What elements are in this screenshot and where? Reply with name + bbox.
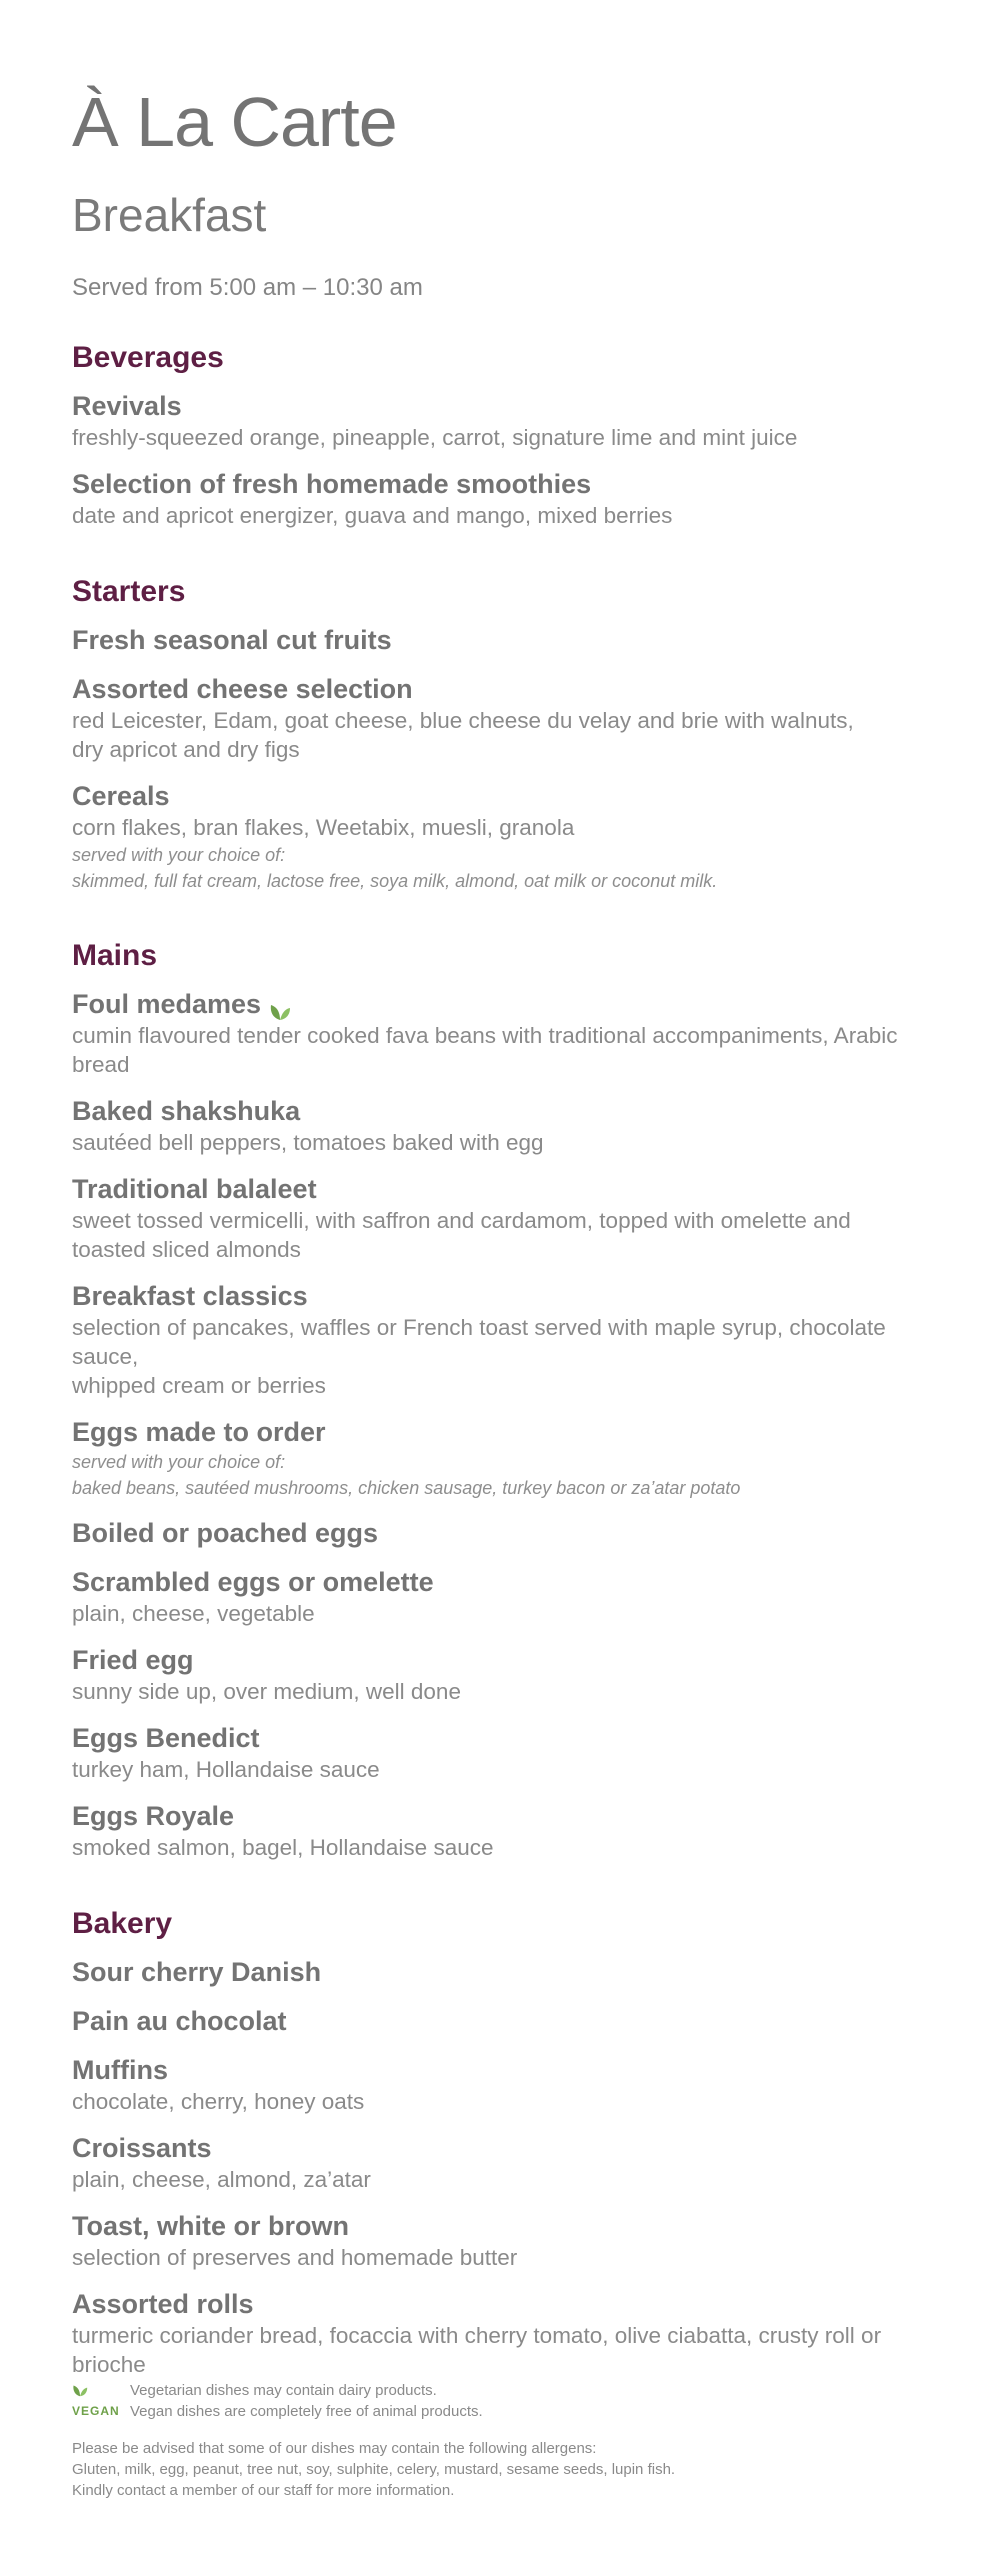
menu-item xyxy=(72,1956,952,1989)
menu-item xyxy=(72,2210,952,2272)
section-bakery xyxy=(72,1906,952,2379)
menu-sections xyxy=(72,340,952,2423)
allergen-notice xyxy=(72,2438,952,2501)
menu-item-row xyxy=(72,1517,952,1550)
vegetarian-legend-text: Vegetarian dishes may contain dairy products. xyxy=(130,2382,437,2399)
menu-item xyxy=(72,390,952,452)
menu-item-row xyxy=(72,1722,952,1755)
menu-item-row xyxy=(72,988,952,1021)
footer xyxy=(72,2380,952,2501)
menu-item-row xyxy=(72,1566,952,1599)
menu-item-description: turmeric coriander bread, focaccia with cherry tomato, olive ciabatta, crusty roll or brioche xyxy=(72,2323,882,2377)
menu-item-row xyxy=(72,2288,952,2321)
menu-item-name: Fried egg xyxy=(72,1645,194,1675)
menu-item xyxy=(72,1095,952,1157)
menu-item-description: red Leicester, Edam, goat cheese, blue cheese du velay and brie with walnuts, xyxy=(72,708,854,733)
menu-item-description: smoked salmon, bagel, Hollandaise sauce xyxy=(72,1835,494,1860)
menu-item-name: Fresh seasonal cut fruits xyxy=(72,625,392,655)
menu-item-row xyxy=(72,1095,952,1128)
section-mains xyxy=(72,938,952,1862)
menu-item-name: Assorted cheese selection xyxy=(72,674,413,704)
menu-item-row xyxy=(72,1800,952,1833)
menu-item-description: sweet tossed vermicelli, with saffron and cardamom, topped with omelette and xyxy=(72,1208,851,1233)
menu-item xyxy=(72,988,952,1079)
menu-item-description: sunny side up, over medium, well done xyxy=(72,1679,461,1704)
menu-item-name: Eggs Royale xyxy=(72,1801,235,1831)
menu-item-note: skimmed, full fat cream, lactose free, soya milk, almond, oat milk or coconut milk. xyxy=(72,871,718,891)
vegan-legend-text: Vegan dishes are completely free of animal products. xyxy=(130,2403,483,2420)
menu-item-row xyxy=(72,1280,952,1313)
menu-item-description: freshly-squeezed orange, pineapple, carrot, signature lime and mint juice xyxy=(72,425,798,450)
menu-item-description: selection of preserves and homemade butter xyxy=(72,2245,518,2270)
menu-item-row xyxy=(72,2132,952,2165)
menu-item xyxy=(72,780,952,894)
menu-subtitle: Breakfast xyxy=(72,189,267,241)
menu-item xyxy=(72,1416,952,1501)
menu-item-name: Traditional balaleet xyxy=(72,1174,317,1204)
menu-item xyxy=(72,1566,952,1628)
leaf-icon xyxy=(72,2384,130,2397)
menu-item-name: Toast, white or brown xyxy=(72,2211,350,2241)
menu-item xyxy=(72,2005,952,2038)
menu-item-row xyxy=(72,1416,952,1449)
menu-item-note: baked beans, sautéed mushrooms, chicken sausage, turkey bacon or za’atar potato xyxy=(72,1478,741,1498)
leaf-icon xyxy=(269,996,291,1014)
menu-item xyxy=(72,1800,952,1862)
menu-item-name: Scrambled eggs or omelette xyxy=(72,1567,434,1597)
menu-item-description: whipped cream or berries xyxy=(72,1373,326,1398)
menu-item xyxy=(72,1644,952,1706)
menu-item-description: turkey ham, Hollandaise sauce xyxy=(72,1757,380,1782)
menu-item-row xyxy=(72,2210,952,2243)
menu-item-row xyxy=(72,1956,952,1989)
menu-item-description: date and apricot energizer, guava and mango, mixed berries xyxy=(72,503,673,528)
vegetarian-legend xyxy=(72,2380,952,2401)
section-heading: Starters xyxy=(72,575,186,608)
menu-item xyxy=(72,1173,952,1264)
menu-item-row xyxy=(72,624,952,657)
menu-item xyxy=(72,1517,952,1550)
serving-hours: Served from 5:00 am – 10:30 am xyxy=(72,274,423,301)
menu-item-name: Assorted rolls xyxy=(72,2289,254,2319)
menu-item-description: plain, cheese, vegetable xyxy=(72,1601,315,1626)
menu-item-note: served with your choice of: xyxy=(72,1452,286,1472)
menu-item-name: Croissants xyxy=(72,2133,212,2163)
menu-item-row xyxy=(72,780,952,813)
menu-item-row xyxy=(72,2005,952,2038)
menu-item xyxy=(72,468,952,530)
menu-item-name: Pain au chocolat xyxy=(72,2006,287,2036)
menu-item-row xyxy=(72,1173,952,1206)
menu-item-description: cumin flavoured tender cooked fava beans with traditional accompaniments, Arabic bread xyxy=(72,1023,898,1077)
menu-item-name: Breakfast classics xyxy=(72,1281,308,1311)
menu-item-description: dry apricot and dry figs xyxy=(72,737,300,762)
vegan-badge: VEGAN xyxy=(72,2404,120,2418)
allergen-line: Gluten, milk, egg, peanut, tree nut, soy, sulphite, celery, mustard, sesame seeds, lupin fish. xyxy=(72,2461,676,2478)
menu-item-name: Foul medames xyxy=(72,989,262,1019)
menu-item-row xyxy=(72,1644,952,1677)
menu-item-name: Boiled or poached eggs xyxy=(72,1518,379,1548)
menu-item-name: Muffins xyxy=(72,2055,168,2085)
section-heading: Beverages xyxy=(72,341,224,374)
menu-item xyxy=(72,673,952,764)
section-heading: Bakery xyxy=(72,1907,173,1940)
menu-item-name: Sour cherry Danish xyxy=(72,1957,322,1987)
menu-item-description: toasted sliced almonds xyxy=(72,1237,301,1262)
page-title: À La Carte xyxy=(72,83,397,161)
menu-item xyxy=(72,2132,952,2194)
menu-item-name: Eggs made to order xyxy=(72,1417,326,1447)
menu-item-row xyxy=(72,468,952,501)
section-starters xyxy=(72,574,952,894)
menu-item-row xyxy=(72,673,952,706)
menu-item xyxy=(72,1722,952,1784)
menu-item xyxy=(72,2288,952,2379)
menu-item-row xyxy=(72,390,952,423)
menu-item xyxy=(72,624,952,657)
section-beverages xyxy=(72,340,952,530)
menu-item-description: sautéed bell peppers, tomatoes baked with egg xyxy=(72,1130,544,1155)
allergen-line: Please be advised that some of our dishes may contain the following allergens: xyxy=(72,2440,597,2457)
menu-item-name: Cereals xyxy=(72,781,170,811)
menu-item-name: Baked shakshuka xyxy=(72,1096,301,1126)
menu-item-name: Revivals xyxy=(72,391,182,421)
menu-item-note: served with your choice of: xyxy=(72,845,286,865)
menu-item-description: plain, cheese, almond, za’atar xyxy=(72,2167,371,2192)
menu-item xyxy=(72,1280,952,1400)
menu-item xyxy=(72,2054,952,2116)
menu-item-row xyxy=(72,2054,952,2087)
menu-item-name: Selection of fresh homemade smoothies xyxy=(72,469,592,499)
menu-item-description: chocolate, cherry, honey oats xyxy=(72,2089,365,2114)
vegan-legend xyxy=(72,2401,952,2422)
section-heading: Mains xyxy=(72,939,158,972)
menu-item-name: Eggs Benedict xyxy=(72,1723,260,1753)
menu-item-description: selection of pancakes, waffles or French toast served with maple syrup, chocolate sauce, xyxy=(72,1315,886,1369)
allergen-line: Kindly contact a member of our staff for more information. xyxy=(72,2482,455,2499)
menu-item-description: corn flakes, bran flakes, Weetabix, muesli, granola xyxy=(72,815,575,840)
